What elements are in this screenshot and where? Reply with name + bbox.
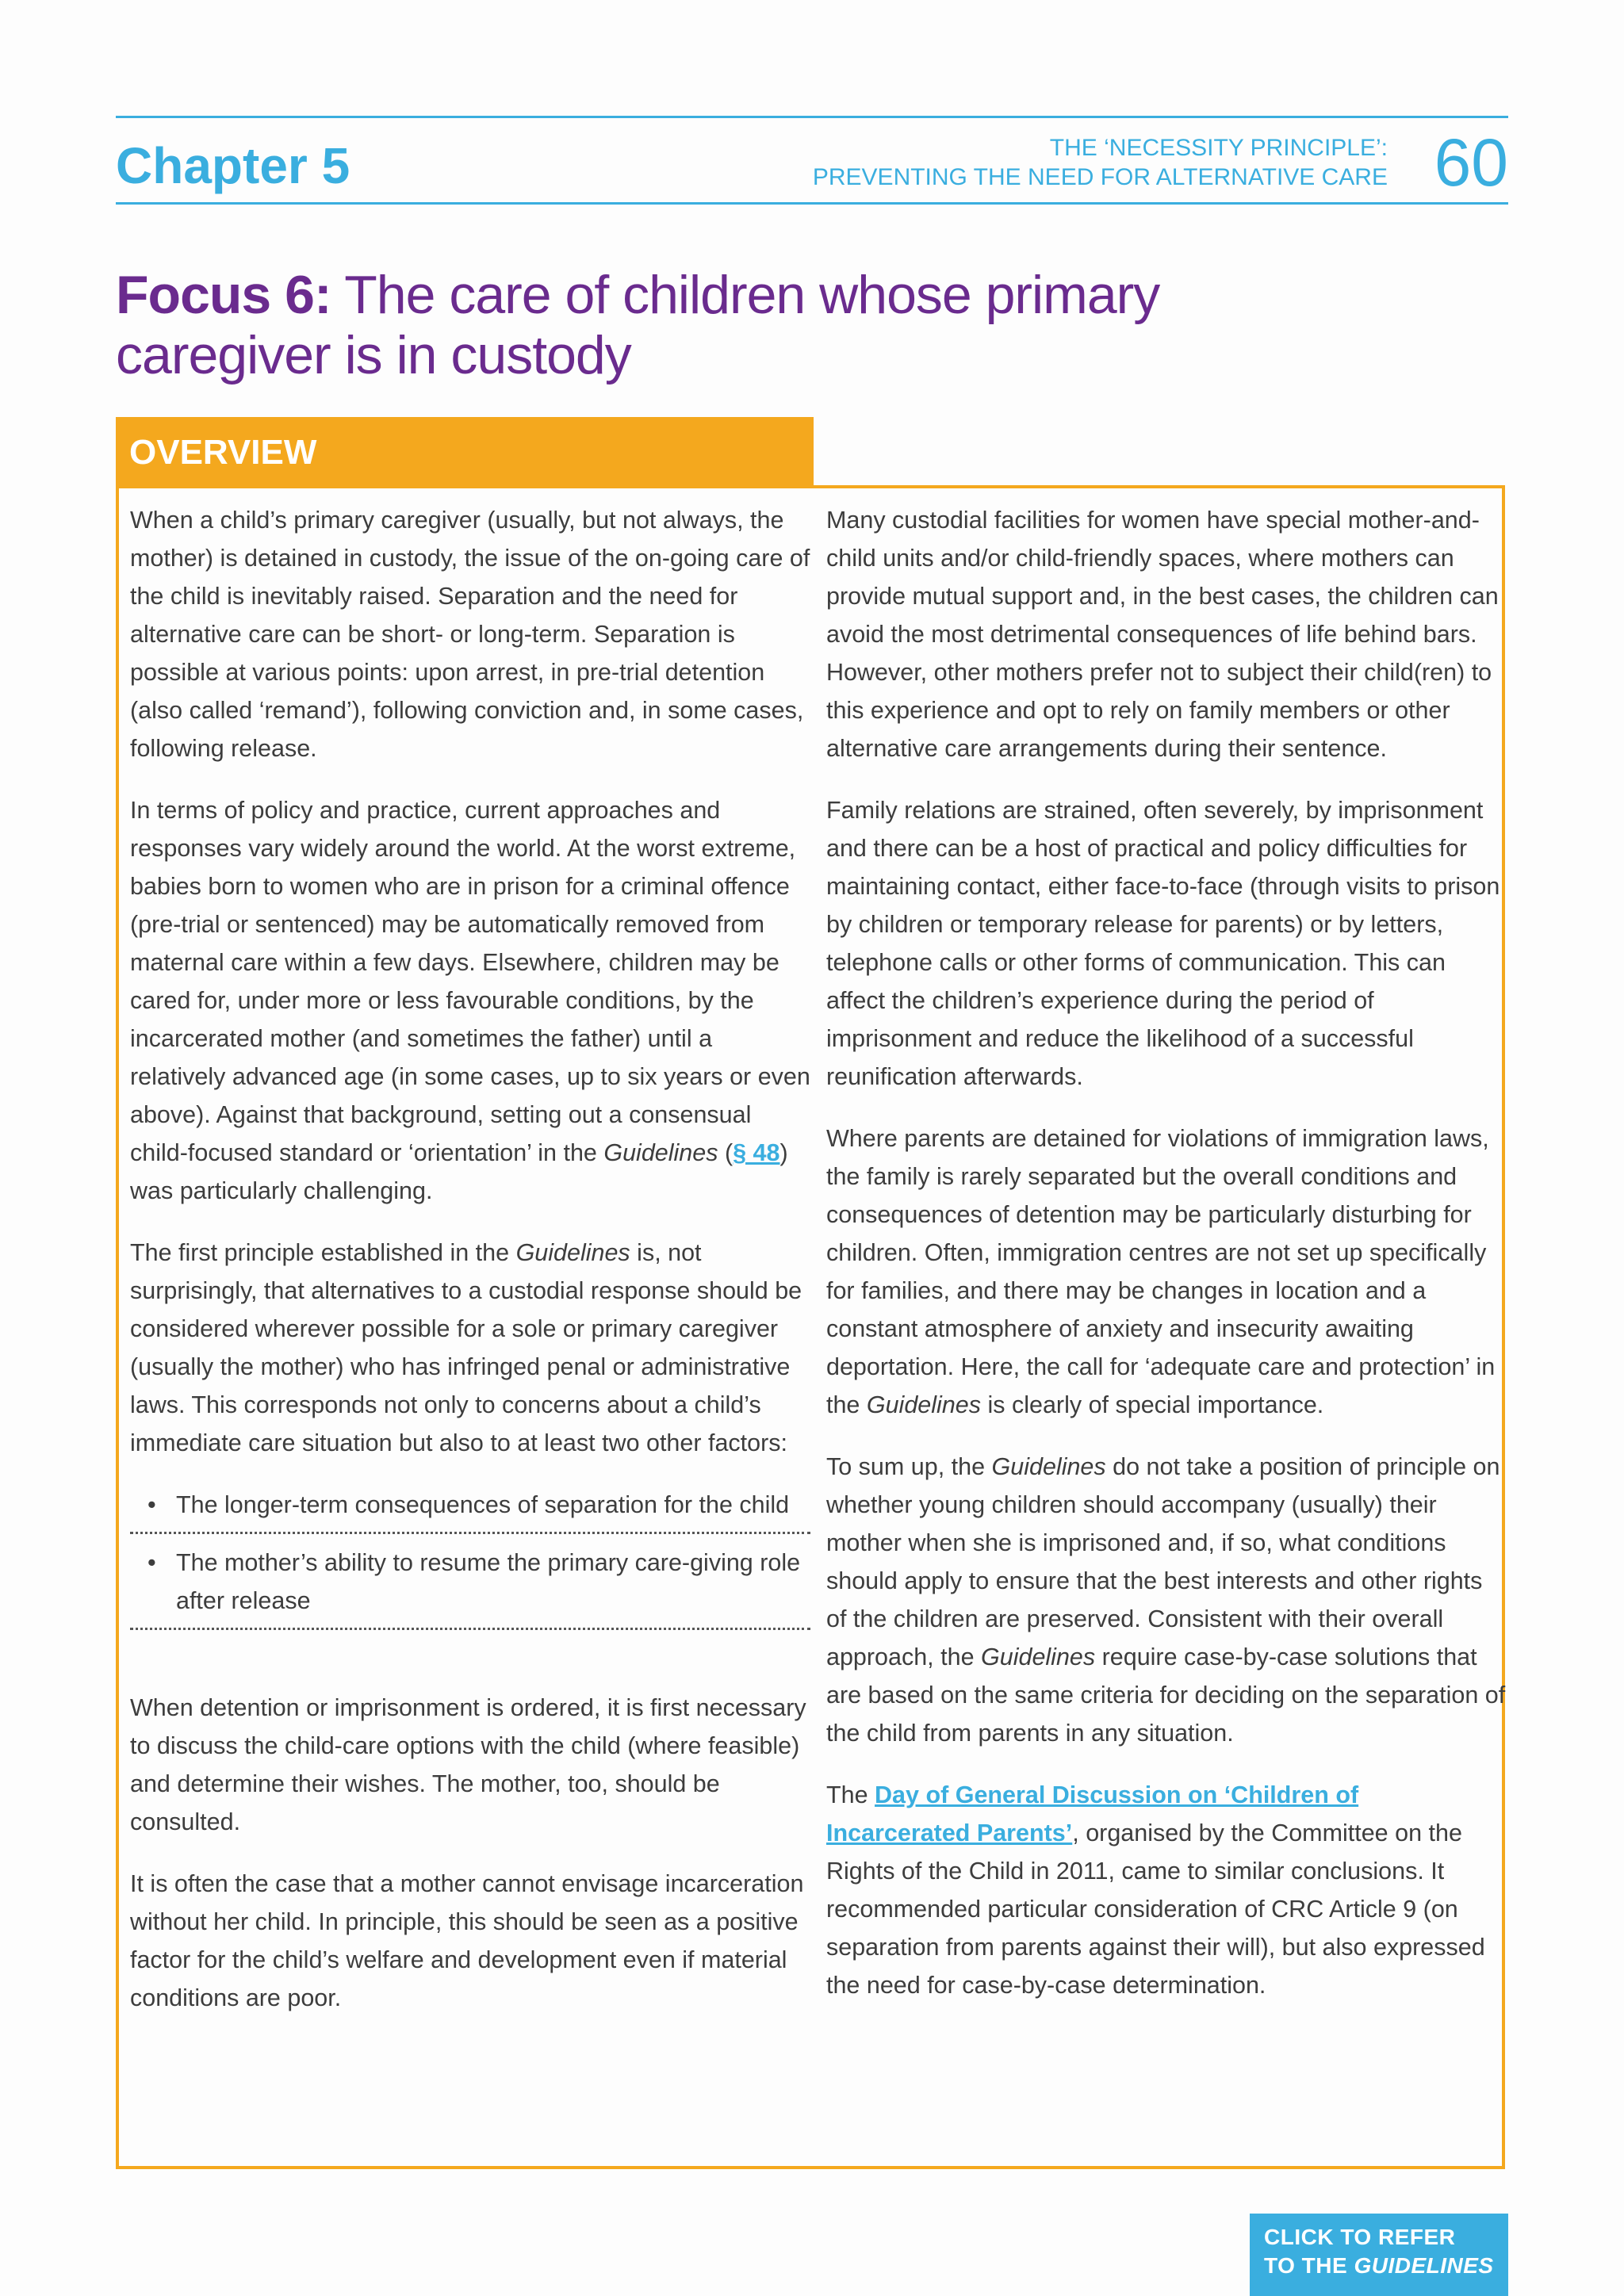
right-paragraph-5-start: The <box>826 1781 875 1808</box>
right-paragraph-2: Family relations are strained, often severely, by imprisonment and there can be a host of practical and policy difficulties for maintaining contact, either face-to-face (through visits to prison by children or temporary release for parents) or by letters, telephone calls or other forms of communication. This can affect the children’s experience during the period of imprisonment and reduce the likelihood of a successful reunification afterwards. <box>826 797 1500 1090</box>
right-paragraph-1: Many custodial facilities for women have special mother-and-child units and/or child-friendly spaces, where mothers can provide mutual support and, in the best cases, the children can avoid the most detrimental consequences of life behind bars. However, other mothers prefer not to subject their child(ren) to this experience and opt to rely on family members or other alternative care arrangements during their sentence. <box>826 507 1499 762</box>
guidelines-italic: Guidelines <box>981 1644 1096 1670</box>
section-48-link[interactable]: § 48 <box>733 1139 780 1166</box>
left-paragraph-1: When a child’s primary caregiver (usually, but not always, the mother) is detained in custody, the issue of the on-going care of the child is inevitably raised. Separation and the need for alternative care can be short- or long-term. Separation is possible at various points: upon arrest, in pre-trial detention (also called ‘remand’), following conviction and, in some cases, following release. <box>130 507 810 762</box>
cta-line1: CLICK TO REFER <box>1264 2225 1456 2249</box>
overview-heading: OVERVIEW <box>129 433 317 472</box>
bullet-icon: • <box>147 1549 156 1576</box>
bullet-icon: • <box>147 1491 156 1518</box>
right-paragraph-4-middle: do not take a position of principle on whether young children should accompany (usually) their mother when she is imprisoned and, if so, what conditions should apply to ensure that the best interests and other rights of the children are preserved. Consistent with their overall approach, the <box>826 1453 1500 1670</box>
cta-line2-italic: GUIDELINES <box>1354 2253 1494 2278</box>
section-title <box>813 133 1388 192</box>
day-of-general-discussion-link[interactable]: Day of General Discussion on ‘Children of Incarcerated Parents’ <box>826 1781 1359 1846</box>
overview-left-column <box>130 501 812 2041</box>
list-item <box>130 1544 810 1630</box>
right-paragraph-3-start: Where parents are detained for violations of immigration laws, the family is rarely separated but the overall conditions and consequences of detention may be particularly disturbing for children. Often, immigration centres are not set up specifically for families, and there may be changes in location and a constant atmosphere of anxiety and insecurity awaiting deportation. Here, the call for ‘adequate care and protection’ in the <box>826 1125 1496 1418</box>
guidelines-italic: Guidelines <box>515 1239 630 1266</box>
left-paragraph-3 <box>130 1234 812 1462</box>
section-title-line2: PREVENTING THE NEED FOR ALTERNATIVE CARE <box>812 164 1388 190</box>
section-title-line1: THE ‘NECESSITY PRINCIPLE’: <box>1049 135 1388 161</box>
focus-label: Focus 6: <box>116 265 331 325</box>
list-item <box>130 1486 810 1534</box>
refer-to-guidelines-button[interactable] <box>1250 2214 1508 2296</box>
guidelines-italic: Guidelines <box>991 1453 1106 1480</box>
guidelines-italic: Guidelines <box>866 1391 981 1418</box>
right-paragraph-3-end: is clearly of special importance. <box>981 1391 1324 1418</box>
overview-header <box>116 417 814 487</box>
left-paragraph-2 <box>130 791 812 1210</box>
focus-title: The care of children whose primary caregiver is in custody <box>116 265 1160 385</box>
focus-heading <box>116 265 1305 385</box>
factors-list <box>130 1486 812 1630</box>
right-paragraph-4-end: require case-by-case solutions that are based on the same criteria for deciding on the separation of the child from parents in any situation. <box>826 1644 1506 1747</box>
overview-right-column <box>826 501 1508 2028</box>
chapter-title: Chapter 5 <box>116 137 350 194</box>
list-item-text: The longer-term consequences of separation for the child <box>176 1491 790 1518</box>
left-paragraph-2-end: ) was particularly challenging. <box>130 1139 788 1204</box>
header-bottom-rule <box>116 202 1508 205</box>
page-number: 60 <box>1434 125 1508 200</box>
left-paragraph-3-end: is, not surprisingly, that alternatives to a custodial response should be considered wherever possible for a sole or primary caregiver (usually the mother) who has infringed penal or administrative laws. This corresponds not only to concerns about a child’s immediate care situation but also to at least two other factors: <box>130 1239 802 1456</box>
left-paragraph-4: When detention or imprisonment is ordered, it is first necessary to discuss the child-care options with the child (where feasible) and determine their wishes. The mother, too, should be consulted. <box>130 1694 806 1835</box>
left-paragraph-5: It is often the case that a mother cannot envisage incarceration without her child. In principle, this should be seen as a positive factor for the child’s welfare and development even if material conditions are poor. <box>130 1870 804 2011</box>
list-item-text: The mother’s ability to resume the primary care-giving role after release <box>176 1549 801 1614</box>
right-paragraph-3 <box>826 1119 1508 1424</box>
right-paragraph-5-end: , organised by the Committee on the Rights of the Child in 2011, came to similar conclusions. It recommended particular consideration of CRC Article 9 (on separation from parents against their will), but also expressed the need for case-by-case determination. <box>826 1820 1485 1999</box>
right-paragraph-4 <box>826 1448 1508 1752</box>
cta-line2 <box>1264 2253 1494 2279</box>
spacer <box>130 1640 812 1689</box>
overview-box <box>116 485 1505 2169</box>
cta-line2-prefix: TO THE <box>1264 2253 1354 2278</box>
top-rule <box>116 116 1508 118</box>
paren-open: ( <box>718 1139 733 1166</box>
left-paragraph-3-start: The first principle established in the <box>130 1239 516 1266</box>
guidelines-italic: Guidelines <box>603 1139 718 1166</box>
right-paragraph-5 <box>826 1776 1508 2004</box>
right-paragraph-4-start: To sum up, the <box>826 1453 992 1480</box>
left-paragraph-2-text: In terms of policy and practice, current approaches and responses vary widely around the world. At the worst extreme, babies born to women who are in prison for a criminal offence (pre-trial or sentenced) may be automatically removed from maternal care within a few days. Elsewhere, children may be cared for, under more or less favourable conditions, by the incarcerated mother (and sometimes the father) until a relatively advanced age (in some cases, up to six years or even above). Against that background, setting out a consensual child-focused standard or ‘orientation’ in the <box>130 797 810 1166</box>
